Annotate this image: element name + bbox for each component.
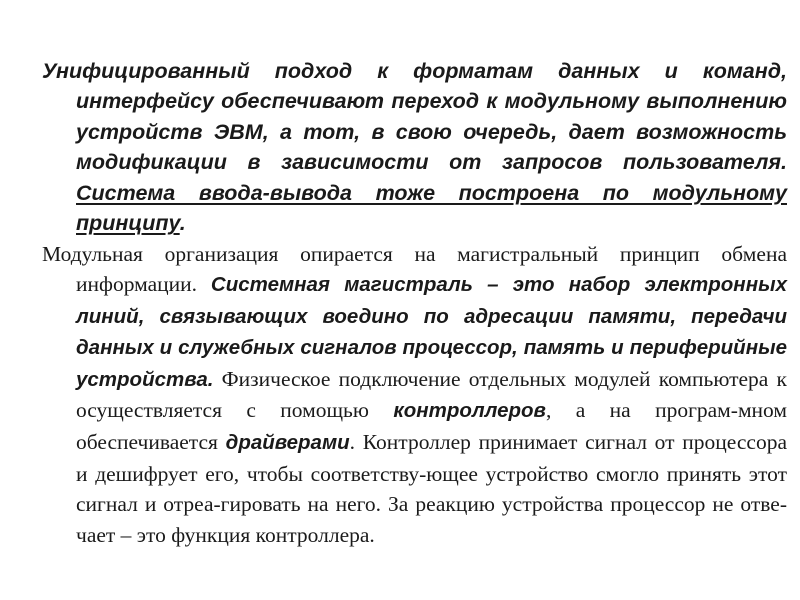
paragraph2-controllers-term: контроллеров bbox=[393, 399, 546, 423]
paragraph1-end: . bbox=[179, 211, 186, 236]
paragraph-system-bus bbox=[42, 239, 787, 551]
paragraph2-sentence-7: . Контроллер принимает сигнал от процессора и дешифрует его, чтобы соответству-ющее устройство смогло принять этот сигнал и отреа-гировать на него. За реакцию устройства процессор не отве-чает – это функция контроллера. bbox=[76, 430, 787, 547]
paragraph2-sentence-1: Модульная организация опирается на магистральный принцип обмена информации. bbox=[42, 241, 787, 297]
paragraph-modular-design bbox=[42, 56, 787, 240]
paragraph2-drivers-term: драйверами bbox=[225, 431, 350, 455]
paragraph1-underlined-text: Система ввода-вывода тоже построена по модульному принципу bbox=[76, 180, 787, 236]
paragraph2-system-bus-definition: Системная магистраль – это набор электронных линий, связывающих воедино по адресации памяти, передачи данных и служебных сигналов процессор, память и периферийные устройства. bbox=[76, 273, 787, 391]
paragraph2-sentence-5: , а на програм-мном обеспечивается bbox=[76, 398, 788, 455]
paragraph1-lead-text: Унифицированный подход к форматам данных и команд, интерфейсу обеспечивают переход к модульному выполнению устройств ЭВМ, а тот, в свою очередь, дает возможность модификации в зависимости от запросов пользователя. bbox=[42, 58, 787, 175]
paragraph2-sentence-3: Физическое подключение отдельных модулей компьютера к осуществляется с помощью bbox=[76, 366, 787, 423]
